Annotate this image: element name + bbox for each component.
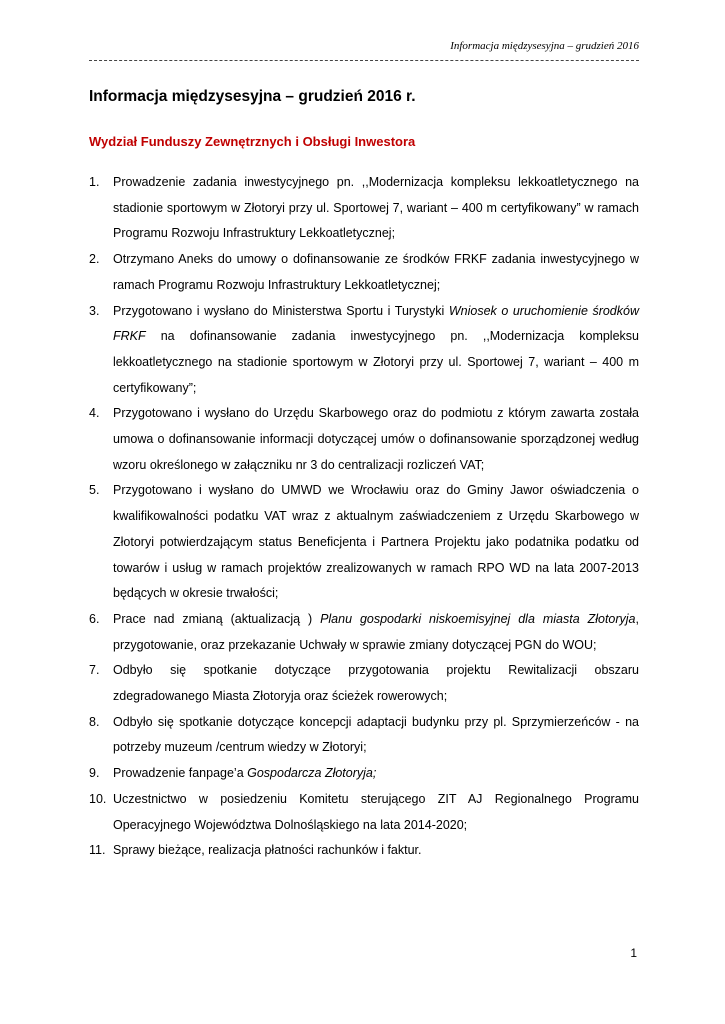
italic-text-segment: Wniosek o uruchomienie środków FRKF — [113, 303, 639, 344]
list-item — [89, 401, 639, 478]
text-segment: , przygotowanie, oraz przekazanie Uchwały w sprawie zmiany dotyczącej PGN do WOU; — [113, 611, 639, 652]
list-item — [89, 761, 639, 787]
running-header: Informacja międzysesyjna – grudzień 2016 — [450, 40, 639, 52]
list-item — [89, 658, 639, 709]
text-segment: Prowadzenie zadania inwestycyjnego pn. ,,Modernizacja kompleksu lekkoatletycznego na stadionie sportowym w Złotoryi przy ul. Sportowej 7, wariant – 400 m certyfikowany” w ramach Programu Rozwoju Infrastruktury Lekkoatletycznej; — [113, 175, 639, 241]
list-item-text — [113, 299, 639, 402]
list-item-text — [113, 401, 639, 478]
list-item-number: 6. — [89, 611, 100, 626]
section-heading: Wydział Funduszy Zewnętrznych i Obsługi Inwestora — [89, 134, 416, 149]
activity-list — [89, 170, 639, 864]
document-title: Informacja międzysesyjna – grudzień 2016 r. — [89, 88, 416, 105]
list-item — [89, 247, 639, 298]
list-item-text — [113, 761, 639, 787]
list-item — [89, 299, 639, 402]
list-item-text — [113, 787, 639, 838]
list-item-number: 11. — [89, 843, 106, 858]
list-item-text — [113, 710, 639, 761]
list-item-text — [113, 607, 639, 658]
list-item — [89, 478, 639, 607]
text-segment: Przygotowano i wysłano do Urzędu Skarbowego oraz do podmiotu z którym zawarta została umowa o dofinansowanie informacji dotyczącej umów o dofinansowanie sporządzonej według wzoru określonego w załączniku nr 3 do centralizacji rozliczeń VAT; — [113, 406, 639, 472]
text-segment: Przygotowano i wysłano do UMWD we Wrocławiu oraz do Gminy Jawor oświadczenia o kwalifikowalności podatku VAT wraz z aktualnym zaświadczeniem z Urzędu Skarbowego w Złotoryi potwierdzającym status Beneficjenta i Partnera Projektu jako podatnika podatku od towarów i usług w ramach projektów zrealizowanych w ramach RPO WD na lata 2007-2013 będących w okresie trwałości; — [113, 483, 639, 601]
text-segment: Prowadzenie fanpage’a — [113, 766, 248, 781]
list-item-number: 10. — [89, 791, 107, 806]
text-segment: Przygotowano i wysłano do Ministerstwa Sportu i Turystyki — [113, 303, 449, 318]
text-segment: Sprawy bieżące, realizacja płatności rachunków i faktur. — [113, 843, 422, 858]
list-item-text — [113, 658, 639, 709]
text-segment: Odbyło się spotkanie dotyczące przygotowania projektu Rewitalizacji obszaru zdegradowanego Miasta Złotoryja oraz ścieżek rowerowych; — [113, 663, 639, 704]
header-divider — [89, 60, 639, 61]
list-item-text — [113, 478, 639, 607]
list-item — [89, 170, 639, 247]
italic-text-segment: Planu gospodarki niskoemisyjnej dla miasta Złotoryja — [320, 611, 636, 626]
list-item-number: 9. — [89, 766, 100, 781]
page-number: 1 — [630, 946, 637, 960]
text-segment: Uczestnictwo w posiedzeniu Komitetu sterującego ZIT AJ Regionalnego Programu Operacyjnego Województwa Dolnośląskiego na lata 2014-2020; — [113, 791, 639, 832]
list-item — [89, 787, 639, 838]
italic-text-segment: Gospodarcza Złotoryja; — [247, 766, 377, 781]
list-item-text — [113, 838, 639, 864]
text-segment: Prace nad zmianą (aktualizacją ) — [113, 611, 321, 626]
list-item-number: 2. — [89, 252, 100, 267]
list-item — [89, 838, 639, 864]
list-item-text — [113, 247, 639, 298]
list-item-number: 7. — [89, 663, 100, 678]
text-segment: Odbyło się spotkanie dotyczące koncepcji adaptacji budynku przy pl. Sprzymierzeńców - na potrzeby muzeum /centrum wiedzy w Złotoryi; — [113, 714, 639, 755]
list-item — [89, 607, 639, 658]
list-item-text — [113, 170, 639, 247]
list-item — [89, 710, 639, 761]
list-item-number: 3. — [89, 303, 100, 318]
list-item-number: 8. — [89, 714, 100, 729]
list-item-number: 4. — [89, 406, 100, 421]
list-item-number: 1. — [89, 175, 100, 189]
list-item-number: 5. — [89, 483, 100, 498]
text-segment: na dofinansowanie zadania inwestycyjnego pn. ,,Modernizacja kompleksu lekkoatletycznego na stadionie sportowym w Złotoryi przy ul. Sportowej 7, wariant – 400 m certyfikowany”; — [113, 329, 639, 395]
text-segment: Otrzymano Aneks do umowy o dofinansowanie ze środków FRKF zadania inwestycyjnego w ramach Programu Rozwoju Infrastruktury Lekkoatletycznej; — [113, 252, 639, 292]
